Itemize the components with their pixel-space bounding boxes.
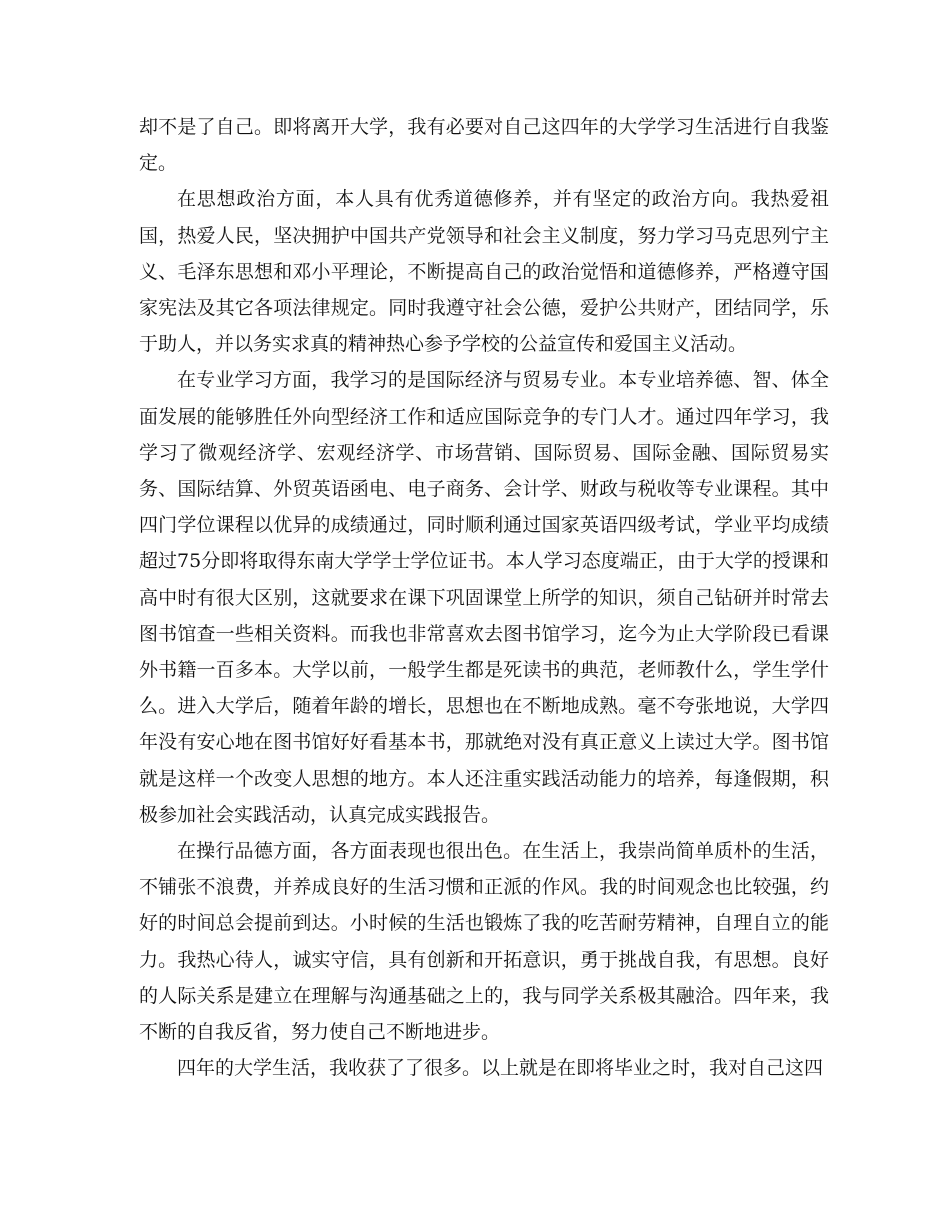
paragraph-academic: 在专业学习方面，我学习的是国际经济与贸易专业。本专业培养德、智、体全面发展的能够胜任外向型经济工作和适应国际竞争的专门人才。通过四年学习，我学习了微观经济学、宏观经济学、市场营销、国际贸易、国际金融、国际贸易实务、国际结算、外贸英语函电、电子商务、会计学、财政与税收等专业课程。其中四门学位课程以优异的成绩通过，同时顺利通过国家英语四级考试，学业平均成绩超过75分即将取得东南大学学士学位证书。本人学习态度端正，由于大学的授课和高中时有很大区别，这就要求在课下巩固课堂上所学的知识，须自己钻研并时常去图书馆查一些相关资料。而我也非常喜欢去图书馆学习，迄今为止大学阶段已看课外书籍一百多本。大学以前，一般学生都是死读书的典范，老师教什么，学生学什么。进入大学后，随着年龄的增长，思想也在不断地成熟。毫不夸张地说，大学四年没有安心地在图书馆好好看基本书，那就绝对没有真正意义上读过大学。图书馆就是这样一个改变人思想的地方。本人还注重实践活动能力的培养，每逢假期，积极参加社会实践活动，认真完成实践报告。 [139,369,829,826]
paragraph-continuation: 却不是了自己。即将离开大学，我有必要对自己这四年的大学学习生活进行自我鉴定。 [139,116,829,175]
paragraph-conclusion: 四年的大学生活，我收获了了很多。以上就是在即将毕业之时，我对自己这四 [177,1057,824,1080]
paragraph-political: 在思想政治方面，本人具有优秀道德修养，并有坚定的政治方向。我热爱祖国，热爱人民，坚决拥护中国共产党领导和社会主义制度，努力学习马克思列宁主义、毛泽东思想和邓小平理论，不断提高自己的政治觉悟和道德修养，严格遵守国家宪法及其它各项法律规定。同时我遵守社会公德，爱护公共财产，团结同学，乐于助人，并以务实求真的精神热心参予学校的公益宣传和爱国主义活动。 [139,188,829,356]
document-body [139,109,829,1086]
paragraph-conduct: 在操行品德方面，各方面表现也很出色。在生活上，我崇尚简单质朴的生活，不铺张不浪费，并养成良好的生活习惯和正派的作风。我的时间观念也比较强，约好的时间总会提前到达。小时候的生活也锻炼了我的吃苦耐劳精神，自理自立的能力。我热心待人，诚实守信，具有创新和开拓意识，勇于挑战自我，有思想。良好的人际关系是建立在理解与沟通基础之上的，我与同学关系极其融洽。四年来，我不断的自我反省，努力使自己不断地进步。 [139,840,829,1044]
